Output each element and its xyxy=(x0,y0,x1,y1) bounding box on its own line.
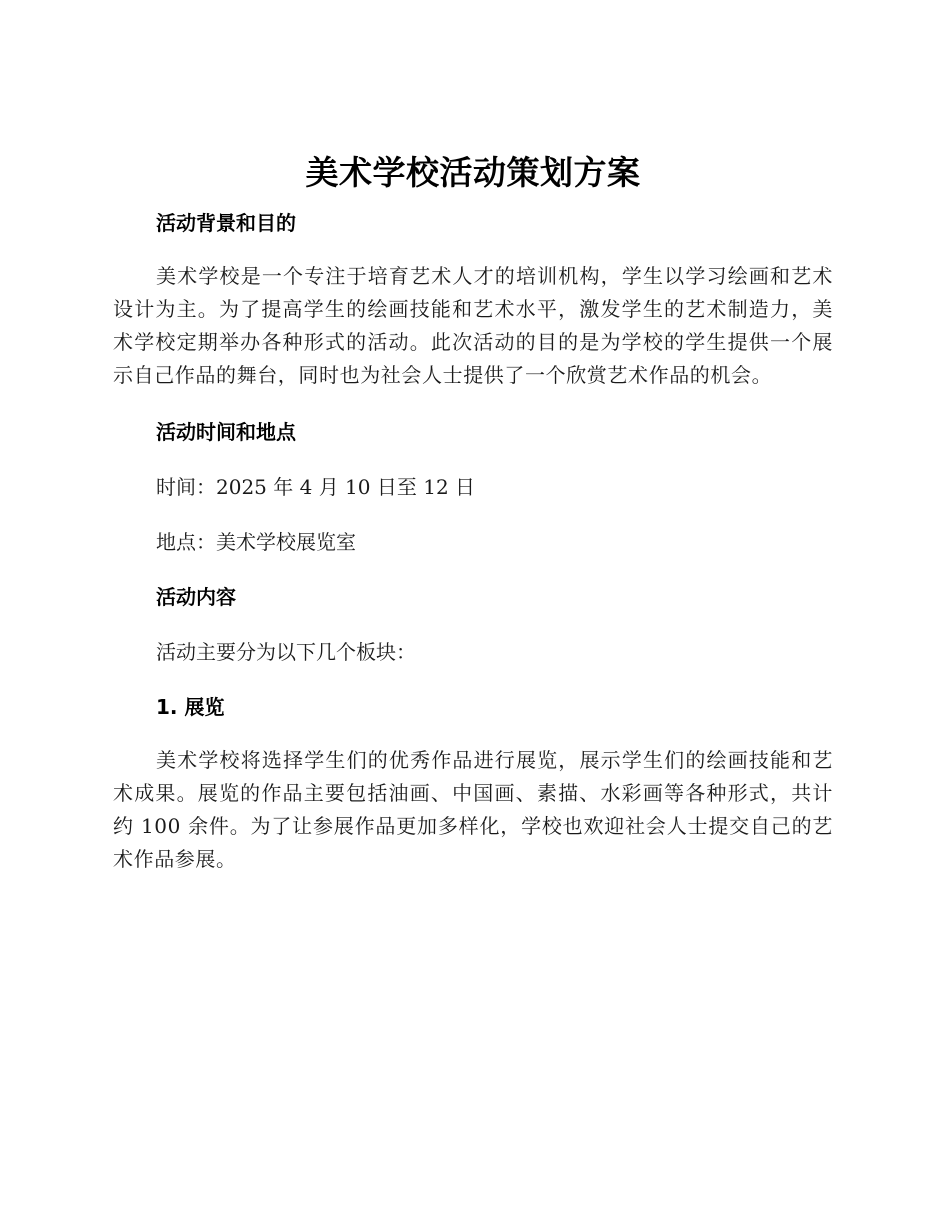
document-body xyxy=(113,148,833,876)
spacer xyxy=(113,667,833,692)
spacer xyxy=(113,198,833,208)
place-line: 地点：美术学校展览室 xyxy=(156,530,356,554)
spacer xyxy=(113,447,833,472)
content-intro: 活动主要分为以下几个板块： xyxy=(156,640,416,664)
heading-content: 活动内容 xyxy=(156,585,236,609)
spacer xyxy=(113,722,833,744)
heading-time-place: 活动时间和地点 xyxy=(156,420,296,444)
paragraph-exhibition: 美术学校将选择学生们的优秀作品进行展览，展示学生们的绘画技能和艺术成果。展览的作品主要包括油画、中国画、素描、水彩画等各种形式，共计约 100 余件。为了让参展作品更加多样化，学校也欢迎社会人士提交自己的艺术作品参展。 xyxy=(113,748,833,871)
spacer xyxy=(113,238,833,260)
paragraph-background: 美术学校是一个专注于培育艺术人才的培训机构，学生以学习绘画和艺术设计为主。为了提高学生的绘画技能和艺术水平，激发学生的艺术制造力，美术学校定期举办各种形式的活动。此次活动的目的是为学校的学生提供一个展示自己作品的舞台，同时也为社会人士提供了一个欣赏艺术作品的机会。 xyxy=(113,264,833,387)
document-title: 美术学校活动策划方案 xyxy=(305,153,641,192)
spacer xyxy=(113,392,833,417)
heading-background: 活动背景和目的 xyxy=(156,211,296,235)
spacer xyxy=(113,502,833,527)
heading-exhibition: 1. 展览 xyxy=(156,695,225,719)
time-line: 时间：2025 年 4 月 10 日至 12 日 xyxy=(156,475,476,499)
spacer xyxy=(113,612,833,637)
spacer xyxy=(113,557,833,582)
